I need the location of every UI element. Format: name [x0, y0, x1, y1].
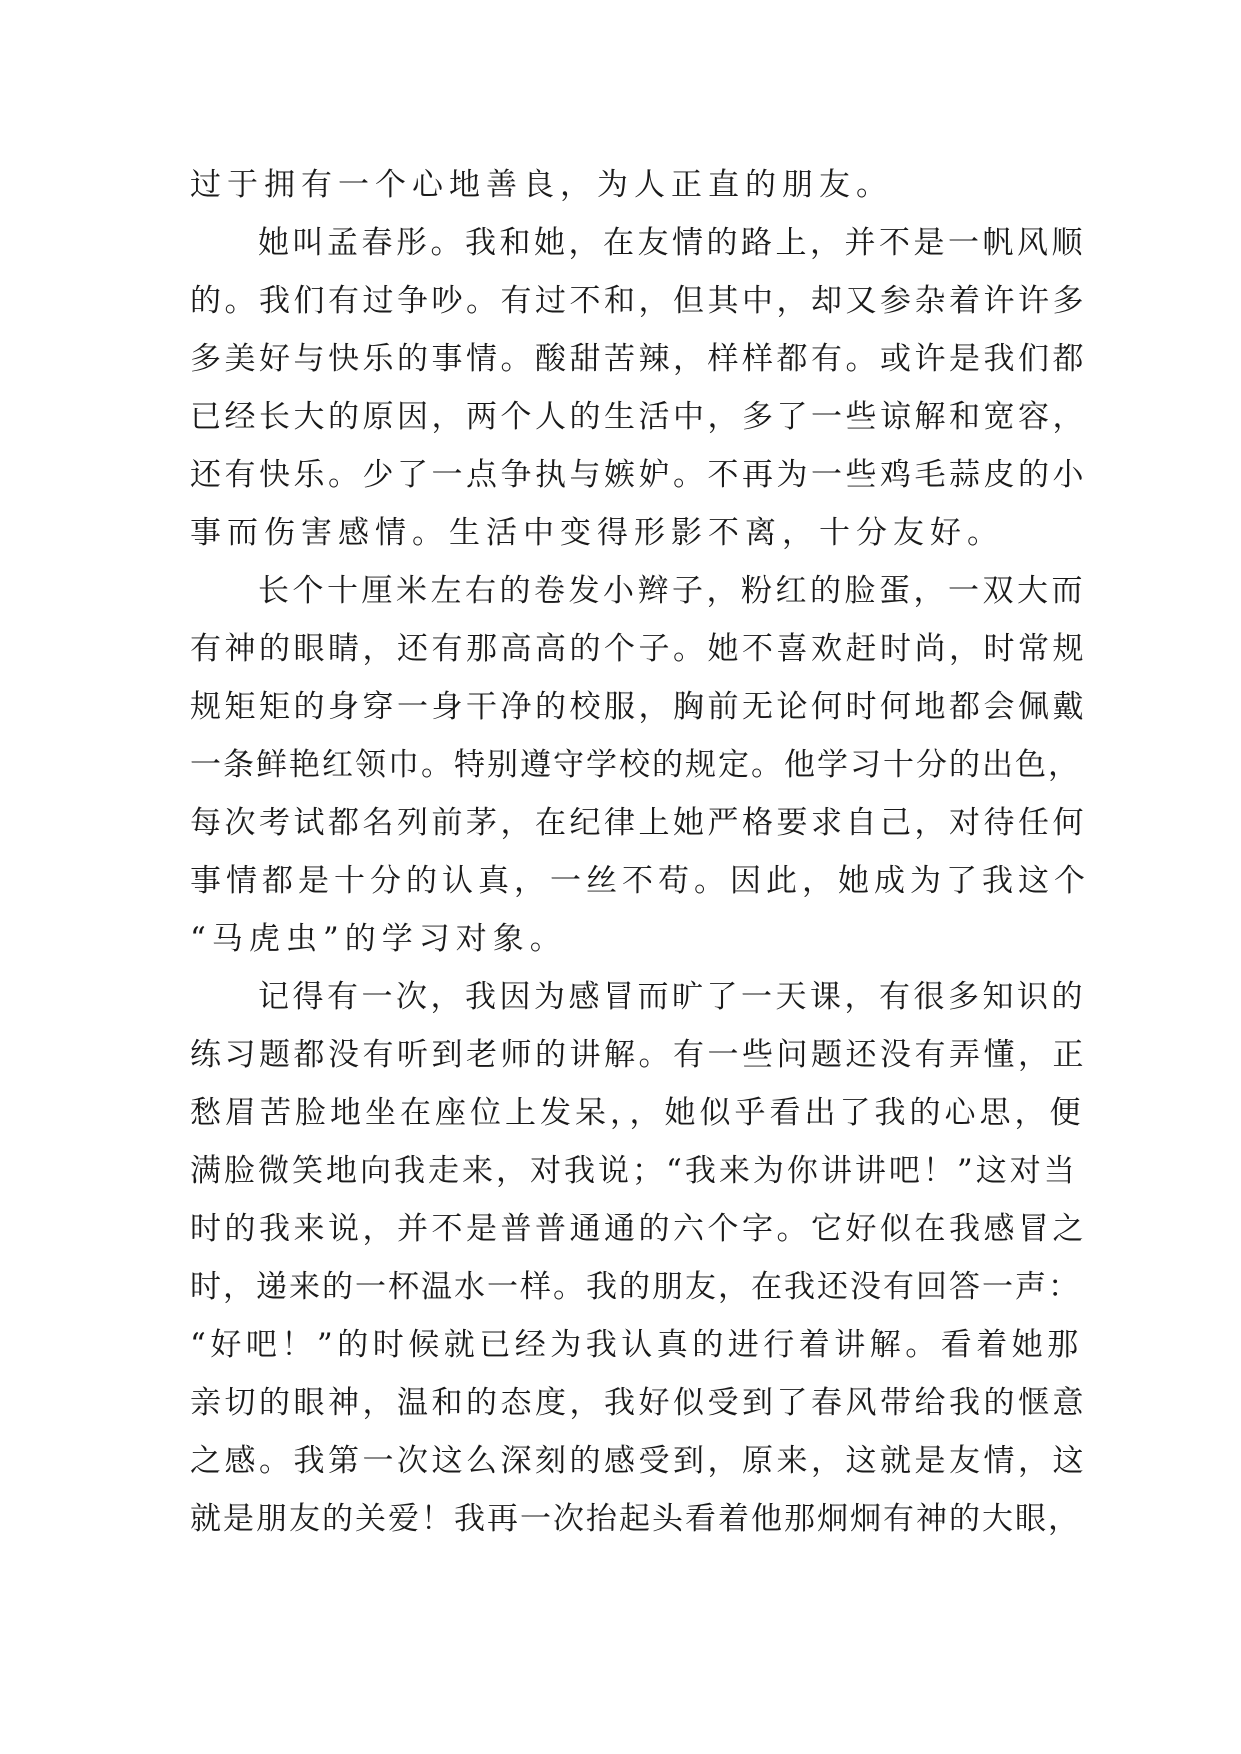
text-line: 满脸微笑地向我走来，对我说；“我来为你讲讲吧！”这对当 — [190, 1153, 1078, 1189]
text-line: 有神的眼睛，还有那高高的个子。她不喜欢赶时尚，时常规 — [190, 631, 1087, 667]
text-line: 事而伤害感情。生活中变得形影不离，十分友好。 — [190, 515, 1004, 551]
body-text — [190, 156, 1090, 1548]
paragraph-first-line: 记得有一次，我因为感冒而旷了一天课，有很多知识的 — [258, 979, 1086, 1015]
text-line: 事情都是十分的认真，一丝不苟。因此，她成为了我这个 — [190, 863, 1090, 899]
text-line: 一条鲜艳红领巾。特别遵守学校的规定。他学习十分的出色， — [190, 747, 1081, 783]
text-line: 还有快乐。少了一点争执与嫉妒。不再为一些鸡毛蒜皮的小 — [190, 457, 1087, 493]
text-line: 愁眉苦脸地坐在座位上发呆，，她似乎看出了我的心思，便 — [190, 1095, 1085, 1131]
text-line: 时的我来说，并不是普普通通的六个字。它好似在我感冒之 — [190, 1211, 1087, 1247]
text-line: 的。我们有过争吵。有过不和，但其中，却又参杂着许许多 — [190, 283, 1087, 319]
text-line: “好吧！”的时候就已经为我认真的进行着讲解。看着她那 — [190, 1327, 1083, 1363]
text-line: 过于拥有一个心地善良，为人正直的朋友。 — [190, 167, 893, 203]
text-line: 规矩矩的身穿一身干净的校服，胸前无论何时何地都会佩戴 — [190, 689, 1087, 725]
text-line: 时，递来的一杯温水一样。我的朋友，在我还没有回答一声： — [190, 1269, 1081, 1305]
text-line: 就是朋友的关爱！我再一次抬起头看着他那炯炯有神的大眼， — [190, 1501, 1081, 1537]
text-line: 练习题都没有听到老师的讲解。有一些问题还没有弄懂，正 — [190, 1037, 1087, 1073]
text-line: “马虎虫”的学习对象。 — [190, 921, 567, 957]
paragraph-first-line: 她叫孟春彤。我和她，在友情的路上，并不是一帆风顺 — [258, 225, 1086, 261]
text-line: 已经长大的原因，两个人的生活中，多了一些谅解和宽容， — [190, 399, 1087, 435]
paragraph-first-line: 长个十厘米左右的卷发小辫子，粉红的脸蛋，一双大而 — [258, 573, 1086, 609]
text-line: 亲切的眼神，温和的态度，我好似受到了春风带给我的惬意 — [190, 1385, 1087, 1421]
text-line: 多美好与快乐的事情。酸甜苦辣，样样都有。或许是我们都 — [190, 341, 1087, 377]
text-line: 之感。我第一次这么深刻的感受到，原来，这就是友情，这 — [190, 1443, 1087, 1479]
text-line: 每次考试都名列前茅，在纪律上她严格要求自己，对待任何 — [190, 805, 1087, 841]
